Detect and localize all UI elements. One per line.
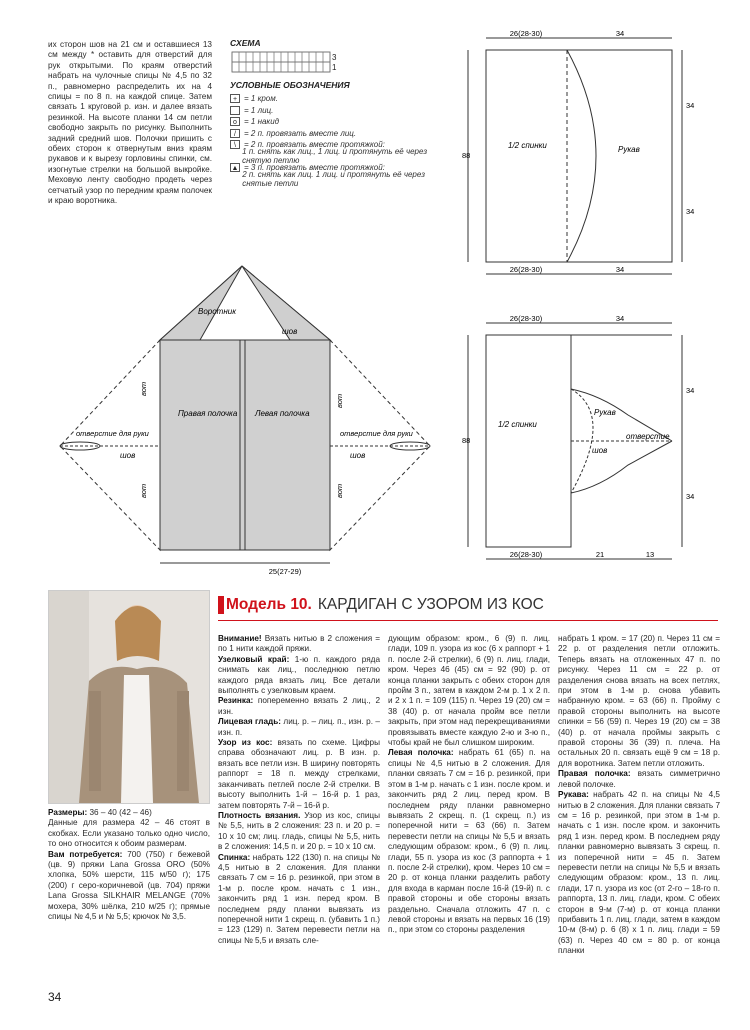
col2-paragraph-heading: Внимание! xyxy=(218,634,262,643)
schema-cell xyxy=(288,62,295,72)
sizes-label: Размеры: xyxy=(48,808,88,817)
schema-cell xyxy=(288,52,295,62)
legend-symbol-icon: o xyxy=(230,117,240,126)
schema-cell xyxy=(267,62,274,72)
schema-cell xyxy=(232,62,239,72)
model-title: КАРДИГАН С УЗОРОМ ИЗ КОС xyxy=(317,596,544,613)
pattern-top-side-bottom: 34 xyxy=(686,207,695,216)
pattern-bottom-side-bottom: 34 xyxy=(686,492,695,501)
schema-cell xyxy=(302,52,309,62)
legend-symbol-icon: + xyxy=(230,94,240,103)
col2-paragraph-text: попеременно вязать 2 лиц., 2 изн. xyxy=(218,696,380,716)
pattern-bottom-width-bottom-right: 13 xyxy=(645,550,655,559)
schema-cell xyxy=(253,62,260,72)
schema-cell xyxy=(274,62,281,72)
col3-paragraph-text: дующим образом: кром., 6 (9) п. лиц. глади, 109 п. узора из кос (6 х раппорт + 1 п. после 2-й стрелки), 6 (9) п. лиц. глади, кром. Через 46 (45) см = 92 (90) р. от конца планки закрыть с обеих сторон для пройм 3 п., затем в каждом 2-м р. 1 х 2 п. и 2 х 1 п. = 109 (115) п. Через 19 (20) см = 38 (40) р. от начала пройм все петли закрыть, при этом над перекрещиваниями провязывать вместе каждую 2-ю и 3-ю п., чтобы край не был слишком широким. xyxy=(388,634,550,748)
col4-paragraph-heading: Рукава: xyxy=(558,790,589,800)
col2-paragraph-heading: Узелковый край: xyxy=(218,654,290,664)
col2-paragraph-text: Узор из кос, спицы № 5,5, нить в 2 сложения: 23 п. и 20 р. = 10 х 10 см; лиц. гладь, спицы № 5,5, нить в 2 сложения: 14,5 п. и 20 р. = 10 х 10 см. xyxy=(218,810,380,852)
col2-paragraph-text: Вязать нитью в 2 сложения = по 1 нити каждой пряжи. xyxy=(218,634,380,654)
col2-paragraph-text: набрать 122 (130) п. на спицы № 4,5 нитью в 2 сложения. Для планки связать 7 см = 16 р. резинкой, при этом в 1-м р. после кром. начать с 1 изн., закончить ряд 1 изн. перед кром. В последнем ряду планки вывязать из поперечной нити 1 скрещ. п. (убавить 1 п.) = 123 (129) п. Затем перевести петли на спицы № 5,5 и вязать сле- xyxy=(218,852,381,945)
legend-item xyxy=(230,105,430,117)
pattern-top-width-top-right: 34 xyxy=(615,29,625,38)
pattern-bottom-sleeve-label: Рукав xyxy=(594,408,616,417)
seam-right-label: шов xyxy=(350,451,366,460)
pattern-top-sleeve-label: Рукав xyxy=(618,145,640,154)
vertical-label-3: вот xyxy=(335,393,344,408)
schema-cell xyxy=(267,52,274,62)
col2-paragraph xyxy=(218,634,380,655)
schema-cell xyxy=(239,62,246,72)
pattern-bottom-width-bottom-mid: 21 xyxy=(595,550,605,559)
col4-paragraph xyxy=(558,769,720,790)
col2-paragraph-heading: Резинка: xyxy=(218,696,254,706)
legend-item xyxy=(230,128,430,140)
vertical-label-4: вот xyxy=(335,483,344,498)
pattern-top-height: 88 xyxy=(462,151,471,160)
heading-accent-bar xyxy=(218,596,224,614)
schema-cell xyxy=(323,62,330,72)
col3-paragraph-heading: Левая полочка: xyxy=(388,748,454,758)
col2-paragraph-heading: Лицевая гладь: xyxy=(218,717,281,727)
schema-cell xyxy=(302,62,309,72)
seam-top-label: шов xyxy=(282,327,298,336)
legend-text: 2 п. снять как лиц. 1 лиц. и протянуть её через снятые петли xyxy=(242,170,425,189)
col2-paragraph-heading: Спинка: xyxy=(218,852,251,862)
schema-cell xyxy=(246,52,253,62)
schema-chart xyxy=(230,50,340,76)
legend-symbol-icon: / xyxy=(230,129,240,138)
col3-paragraph xyxy=(388,634,550,748)
legend-item xyxy=(230,170,430,189)
column-3 xyxy=(388,634,550,936)
schema-cell xyxy=(260,62,267,72)
pattern-top-width-bottom-right: 34 xyxy=(615,265,625,274)
col4-paragraph-heading: Правая полочка: xyxy=(558,769,631,779)
col2-paragraph-text: 1-ю п. каждого ряда снимать как лиц., последнюю петлю каждого ряда вязать лиц. Все детали выполнять с узелковым краем. xyxy=(218,654,381,696)
column-2 xyxy=(218,634,380,946)
right-front-label: Правая полочка xyxy=(178,409,238,418)
pattern-bottom-back-label: 1/2 спинки xyxy=(498,420,537,429)
schema-cell xyxy=(253,52,260,62)
legend-text: = 1 кром. xyxy=(244,94,278,104)
schema-cell xyxy=(260,52,267,62)
model-number: Модель 10. xyxy=(226,596,312,613)
legend-list xyxy=(230,93,430,189)
pattern-top-width-bottom-left: 26(28-30) xyxy=(509,265,543,274)
column-4 xyxy=(558,634,720,957)
legend-symbol-icon: ▲ xyxy=(231,165,239,173)
opening-left-label: отверстие для руки xyxy=(76,429,149,438)
pattern-bottom-width-bottom-left: 26(28-30) xyxy=(509,550,543,559)
schema-row-label-1: 1 xyxy=(332,63,337,72)
left-front-label: Левая полочка xyxy=(255,409,310,418)
model-heading xyxy=(218,596,718,616)
seam-left-label: шов xyxy=(120,451,136,460)
col4-paragraph xyxy=(558,634,720,769)
legend-text: = 2 п. провязать вместе лиц. xyxy=(244,128,357,138)
schema-cell xyxy=(246,62,253,72)
pattern-bottom-height: 88 xyxy=(462,436,471,445)
column-1 xyxy=(48,808,210,922)
schema-cell xyxy=(309,52,316,62)
intro-text-block xyxy=(48,40,212,207)
schema-cell xyxy=(281,52,288,62)
schema-cell xyxy=(295,52,302,62)
sizes-value: 36 – 40 (42 – 46) xyxy=(87,808,152,817)
heading-underline xyxy=(218,620,718,621)
col2-paragraph xyxy=(218,811,380,853)
legend-text: = 1 лиц. xyxy=(244,105,274,115)
col2-paragraph xyxy=(218,853,380,947)
vertical-label-1: вот xyxy=(139,381,148,396)
bottom-width-label: 25(27-29) xyxy=(268,567,302,576)
collar-label: Воротник xyxy=(198,307,236,316)
col4-paragraph-text: вязать симметрично левой полочке. xyxy=(558,769,721,789)
schema-cell xyxy=(323,52,330,62)
schema-cell xyxy=(274,52,281,62)
col4-paragraph xyxy=(558,790,720,957)
pattern-bottom-width-top-right: 34 xyxy=(615,314,625,323)
legend-text: = 3 п. провязать вместе протяжкой: xyxy=(244,163,385,173)
pattern-top-back-label: 1/2 спинки xyxy=(508,141,547,150)
pattern-bottom-side-top: 34 xyxy=(686,386,695,395)
col4-paragraph-text: набрать 1 кром. = 17 (20) п. Через 11 см = 22 р. от разделения петли отложить. Теперь вязать на отложенных 47 п. по рисунку. Через 11 см = 22 р. от разделения снова вязать на всех петлях, при этом в 1-м р. снова убавить набранную кром. = 63 (66) п. Пройму с правой стороны выполнить на высоте спинки = 56 (59) п. Через 19 (20) см = 38 (40) р. от начала проймы закрыть с правой стороны 36 (39) п. плеча. На остальных 20 п. связать ещё 9 см = 18 р. для воротника. Затем петли отложить. xyxy=(558,634,720,768)
page-number: 34 xyxy=(48,990,62,1004)
intro-paragraph: их сторон шов на 21 см и оставшиеся 13 см между * оставить для отверстий для рук открытыми. По краям отверстий набрать на чулочные спицы № 4,5 по 32 п., равномерно распределить их на 4 спицы = по 8 п. на каждой спице. Затем связать 1 круговой р. изн. и далее вязать резинкой. На высоте планки 14 см петли свободно закрыть по рисунку. Выполнить задний средний шов. Полочки пришить с обеих сторон к отвернутым вниз краям рукавов и к вырезу горловины спинки, см. изогнутые стрелки на большой выкройке. Меховую ленту свободно продеть через сетчатый узор по передним краям полочек и краю воротника. xyxy=(48,40,212,206)
sizes-text: Данные для размера 42 – 46 стоят в скобках. Если указано только одно число, то оно относится к обоим размерам. xyxy=(48,818,210,849)
schema-block xyxy=(230,38,430,189)
legend-symbol-icon xyxy=(230,106,240,115)
legend-item xyxy=(230,116,430,128)
col2-paragraph-heading: Плотность вязания. xyxy=(218,810,301,820)
legend-item xyxy=(230,147,430,166)
schema-cell xyxy=(295,62,302,72)
schema-cell xyxy=(239,52,246,62)
schema-cell xyxy=(316,62,323,72)
col2-paragraph-text: лиц. р. – лиц. п., изн. р. – изн. п. xyxy=(218,717,380,737)
pattern-bottom-diagram xyxy=(460,314,695,565)
col2-paragraph-text: вязать по схеме. Цифры справа обозначают лиц. р. В изн. р. вязать все петли изн. В ширину повторять раппорт = 18 п. между стрелками, заканчивать петлей после 2-й стрелки. В высоту выполнить 1-й – 16-й р. 1 раз, затем повторять 7-й – 16-й р. xyxy=(218,738,380,810)
legend-text: 1 п. снять как лиц., 1 лиц. и протянуть её через снятую петлю xyxy=(242,147,428,166)
materials-value: 700 (750) г бежевой (цв. 9) пряжи Lana Grossa ORO (50% хлопка, 50% шерсти, 115 м/50 г); 175 (200) г серо-коричневой (цв. 704) пряжи Lana Grossa SILKHAIR MELANGE (70% мохера, 30% шёлка, 210 м/25 г); прямые спицы № 4,5 и № 5,5; крючок № 3,5. xyxy=(48,849,210,922)
legend-text: = 1 накид xyxy=(244,117,280,127)
col3-paragraph xyxy=(388,748,550,935)
model-illustration xyxy=(49,591,209,803)
schema-cell xyxy=(281,62,288,72)
legend-item xyxy=(230,93,430,105)
pattern-top-diagram xyxy=(460,29,695,280)
col2-paragraph xyxy=(218,738,380,811)
col2-paragraph xyxy=(218,655,380,697)
pattern-top-side-top: 34 xyxy=(686,101,695,110)
legend-text: = 2 п. провязать вместе протяжкой: xyxy=(244,140,385,150)
col2-paragraph-heading: Узор из кос: xyxy=(218,738,273,748)
col2-paragraph xyxy=(218,717,380,738)
legend-symbol-icon: \ xyxy=(230,140,240,149)
pattern-big-diagram xyxy=(50,258,450,578)
vertical-label-2: вот xyxy=(139,483,148,498)
model-photo xyxy=(48,590,210,804)
col4-paragraph-text: набрать 42 п. на спицы № 4,5 нитью в 2 сложения. Для планки связать 7 см = 16 р. резинкой, при этом в 1-м р. начать с 1 изн. после кром. и закончить ряд 1 изн. перед кром. В последнем ряду планки равномерно вывязать 3 скрещ. п. из поперечной нити = 45 п. Затем перевести петли на спицы № 5,5 и вязать следующим образом: кром., 13 п. лиц. глади, 17 п. узора из кос (от 2-го – 18-го п. раппорта, 13 п. лиц. глади, кром. С обеих сторон в 9-м (7-м) р. от конца планки прибавить 1 п. лиц. глади, затем в каждом 10-м (8-м) р. 6 (8) х 1 п. лиц. глади = 59 (63) п. Через 40 см = 80 р. от конца планки xyxy=(558,790,721,956)
pattern-bottom-width-top-left: 26(28-30) xyxy=(509,314,543,323)
schema-row-label-3: 3 xyxy=(332,53,337,62)
col2-paragraph xyxy=(218,696,380,717)
pattern-top-width-top-left: 26(28-30) xyxy=(509,29,543,38)
legend-title: УСЛОВНЫЕ ОБОЗНАЧЕНИЯ xyxy=(230,80,350,90)
schema-cell xyxy=(316,52,323,62)
col3-paragraph-text: набрать 61 (65) п. на спицы № 4,5 нитью в 2 сложения. Для планки связать 7 см = 16 р. резинкой, при этом в 1-м р. начать с 1 изн. после кром. и закончить ряд 2 лиц. перед кром. В последнем ряду планки равномерно вывязать 2 скрещ. п. (1 скрещ. п.) из поперечной нити = 63 (66) п. Затем перевести петли на спицы № 5,5 и вязать следующим образом: кром., 6 (9) п. лиц. глади, 55 п. узора из кос (3 раппорта + 1 п. после 2-й стрелки), кром. Через 10 см = 20 р. от конца планки разделить работу для входа в карман после 16-й (19-й) п. с правой стороны и обе стороны вязать раздельно. Сначала отложить 47 п. с левой стороны и вязать на первых 16 (19) п., при этом со стороны разделения xyxy=(388,748,551,935)
pattern-bottom-seam-label: шов xyxy=(592,446,608,455)
schema-cell xyxy=(232,52,239,62)
opening-right-label: отверстие для руки xyxy=(340,429,413,438)
schema-title: СХЕМА xyxy=(230,38,261,48)
pattern-bottom-opening-label: отверстие xyxy=(626,432,670,441)
schema-cell xyxy=(309,62,316,72)
materials-label: Вам потребуется: xyxy=(48,849,123,859)
